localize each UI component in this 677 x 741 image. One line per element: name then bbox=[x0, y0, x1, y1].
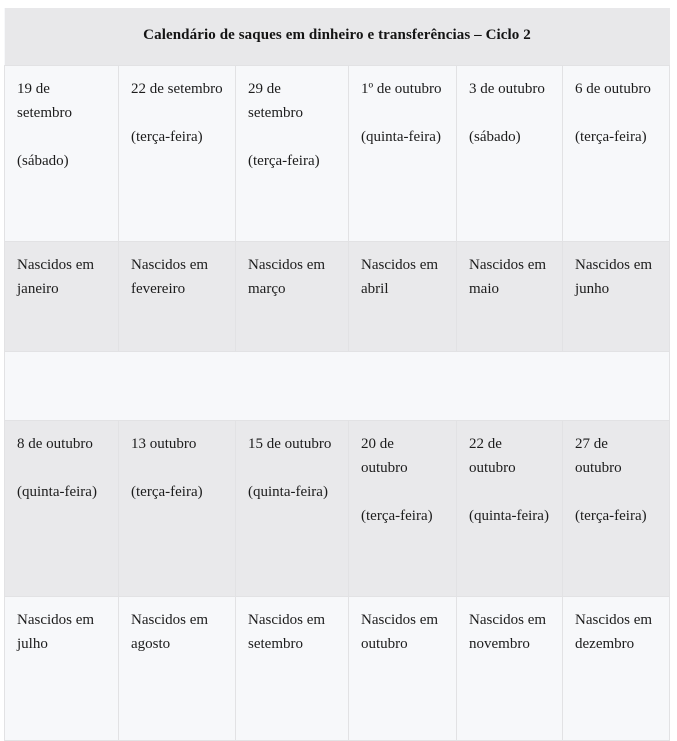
dates-row-block-1 bbox=[5, 66, 670, 242]
birth-month-cell bbox=[119, 597, 236, 741]
weekday-label: (quinta-feira) bbox=[469, 507, 549, 524]
birth-month-label: Nascidos em dezembro bbox=[575, 612, 653, 653]
date-cell bbox=[5, 421, 119, 597]
weekday-label: (quinta-feira) bbox=[17, 483, 97, 500]
birth-month-label: Nascidos em junho bbox=[575, 257, 653, 298]
weekday-label: (terça-feira) bbox=[131, 483, 203, 500]
date-cell bbox=[563, 421, 670, 597]
date-label: 13 outubro bbox=[131, 436, 197, 452]
birth-month-cell bbox=[5, 597, 119, 741]
date-label: 15 de outubro bbox=[248, 436, 332, 452]
birth-month-row-block-1 bbox=[5, 242, 670, 352]
date-cell bbox=[349, 66, 457, 242]
weekday-label: (terça-feira) bbox=[575, 507, 647, 524]
birth-month-cell bbox=[349, 242, 457, 352]
birth-month-label: Nascidos em outubro bbox=[361, 612, 439, 653]
date-cell bbox=[236, 66, 349, 242]
spacer-cell bbox=[5, 352, 670, 421]
birth-month-cell bbox=[457, 242, 563, 352]
date-label: 3 de outubro bbox=[469, 81, 545, 97]
birth-month-row-block-2 bbox=[5, 597, 670, 741]
birth-month-label: Nascidos em março bbox=[248, 257, 326, 298]
weekday-label: (terça-feira) bbox=[248, 152, 320, 169]
payment-calendar-table bbox=[4, 8, 670, 741]
birth-month-cell bbox=[119, 242, 236, 352]
dates-row-block-2 bbox=[5, 421, 670, 597]
birth-month-cell bbox=[457, 597, 563, 741]
birth-month-label: Nascidos em janeiro bbox=[17, 257, 95, 298]
birth-month-label: Nascidos em fevereiro bbox=[131, 257, 209, 298]
weekday-label: (terça-feira) bbox=[575, 128, 647, 145]
birth-month-cell bbox=[563, 597, 670, 741]
birth-month-cell bbox=[563, 242, 670, 352]
date-label: 22 de outubro bbox=[469, 436, 516, 477]
birth-month-cell bbox=[236, 242, 349, 352]
birth-month-label: Nascidos em novembro bbox=[469, 612, 547, 653]
birth-month-cell bbox=[349, 597, 457, 741]
date-cell bbox=[457, 421, 563, 597]
weekday-label: (terça-feira) bbox=[131, 128, 203, 145]
birth-month-label: Nascidos em julho bbox=[17, 612, 95, 653]
birth-month-label: Nascidos em maio bbox=[469, 257, 547, 298]
date-cell bbox=[5, 66, 119, 242]
birth-month-cell bbox=[236, 597, 349, 741]
date-cell bbox=[563, 66, 670, 242]
date-cell bbox=[457, 66, 563, 242]
date-cell bbox=[236, 421, 349, 597]
birth-month-label: Nascidos em abril bbox=[361, 257, 439, 298]
date-label: 1º de outubro bbox=[361, 81, 442, 97]
date-label: 20 de outubro bbox=[361, 436, 408, 477]
title-row bbox=[5, 8, 670, 66]
birth-month-cell bbox=[5, 242, 119, 352]
birth-month-label: Nascidos em setembro bbox=[248, 612, 326, 653]
date-label: 27 de outubro bbox=[575, 436, 622, 477]
weekday-label: (quinta-feira) bbox=[248, 483, 328, 500]
date-cell bbox=[119, 66, 236, 242]
date-label: 8 de outubro bbox=[17, 436, 93, 452]
page-title: Calendário de saques em dinheiro e transferências – Ciclo 2 bbox=[5, 8, 670, 66]
date-cell bbox=[349, 421, 457, 597]
weekday-label: (quinta-feira) bbox=[361, 128, 441, 145]
weekday-label: (terça-feira) bbox=[361, 507, 433, 524]
date-label: 6 de outubro bbox=[575, 81, 651, 97]
date-label: 22 de setembro bbox=[131, 81, 223, 97]
date-label: 29 de setembro bbox=[248, 81, 303, 122]
weekday-label: (sábado) bbox=[469, 128, 521, 145]
weekday-label: (sábado) bbox=[17, 152, 69, 169]
date-cell bbox=[119, 421, 236, 597]
spacer-row bbox=[5, 352, 670, 421]
date-label: 19 de setembro bbox=[17, 81, 72, 122]
birth-month-label: Nascidos em agosto bbox=[131, 612, 209, 653]
